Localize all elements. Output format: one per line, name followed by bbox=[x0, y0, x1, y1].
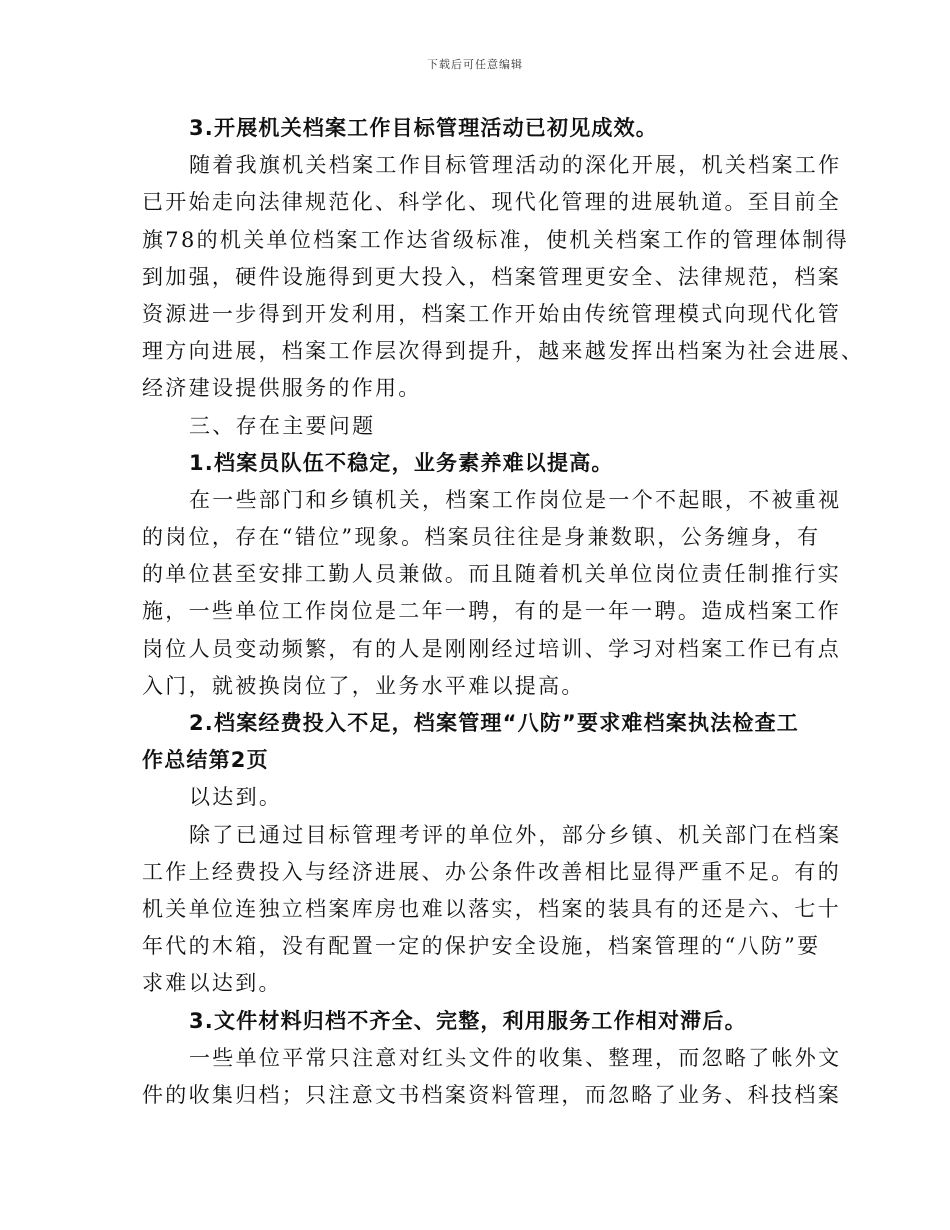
paragraph-line: 入门，就被换岗位了，业务水平难以提高。 bbox=[142, 673, 585, 698]
paragraph-line: 已开始走向法律规范化、科学化、现代化管理的进展轨道。至目前全 bbox=[142, 190, 841, 215]
heading-line: 作总结第2页 bbox=[142, 748, 269, 773]
paragraph-line: 工作上经费投入与经济进展、办公条件改善相比显得严重不足。有的 bbox=[142, 859, 841, 884]
paragraph-line: 一些单位平常只注意对红头文件的收集、整理，而忽略了帐外文 bbox=[189, 1045, 842, 1070]
paragraph-line: 经济建设提供服务的作用。 bbox=[142, 376, 422, 401]
header-note: 下载后可任意编辑 bbox=[427, 58, 523, 71]
paragraph-line: 的单位甚至安排工勤人员兼做。而且随着机关单位岗位责任制推行实 bbox=[142, 562, 841, 587]
paragraph-line: 年代的木箱，没有配置一定的保护安全设施，档案管理的“八防”要 bbox=[142, 934, 821, 959]
paragraph-line: 旗78的机关单位档案工作达省级标准，使机关档案工作的管理体制得 bbox=[142, 227, 850, 252]
heading-line: 3.文件材料归档不齐全、完整，利用服务工作相对滞后。 bbox=[189, 1008, 747, 1033]
paragraph-line: 理方向进展，档案工作层次得到提升，越来越发挥出档案为社会进展、 bbox=[142, 339, 865, 364]
paragraph-line: 机关单位连独立档案库房也难以落实，档案的装具有的还是六、七十 bbox=[142, 896, 841, 921]
paragraph-line: 资源进一步得到开发利用，档案工作开始由传统管理模式向现代化管 bbox=[142, 301, 841, 326]
paragraph-line: 施，一些单位工作岗位是二年一聘，有的是一年一聘。造成档案工作 bbox=[142, 599, 841, 624]
paragraph-line: 的岗位，存在“错位”现象。档案员往往是身兼数职，公务缠身，有 bbox=[142, 525, 821, 550]
paragraph-line: 求难以达到。 bbox=[142, 971, 282, 996]
heading-line: 3.开展机关档案工作目标管理活动已初见成效。 bbox=[189, 116, 658, 140]
paragraph-line: 以达到。 bbox=[189, 785, 283, 810]
paragraph-line: 随着我旗机关档案工作目标管理活动的深化开展，机关档案工作 bbox=[189, 153, 842, 178]
document-body bbox=[142, 110, 865, 1114]
heading-line: 2.档案经费投入不足，档案管理“八防”要求难档案执法检查工 bbox=[189, 711, 799, 735]
heading-line: 1.档案员队伍不稳定，业务素养难以提高。 bbox=[189, 450, 614, 475]
paragraph-line: 在一些部门和乡镇机关，档案工作岗位是一个不起眼，不被重视 bbox=[189, 487, 842, 512]
paragraph-line: 除了已通过目标管理考评的单位外，部分乡镇、机关部门在档案 bbox=[189, 822, 842, 847]
paragraph-line: 到加强，硬件设施得到更大投入，档案管理更安全、法律规范，档案 bbox=[142, 264, 841, 289]
paragraph-line: 件的收集归档；只注意文书档案资料管理，而忽略了业务、科技档案 bbox=[142, 1082, 841, 1107]
section-title: 三、存在主要问题 bbox=[189, 413, 376, 438]
paragraph-line: 岗位人员变动频繁，有的人是刚刚经过培训、学习对档案工作已有点 bbox=[142, 636, 841, 661]
